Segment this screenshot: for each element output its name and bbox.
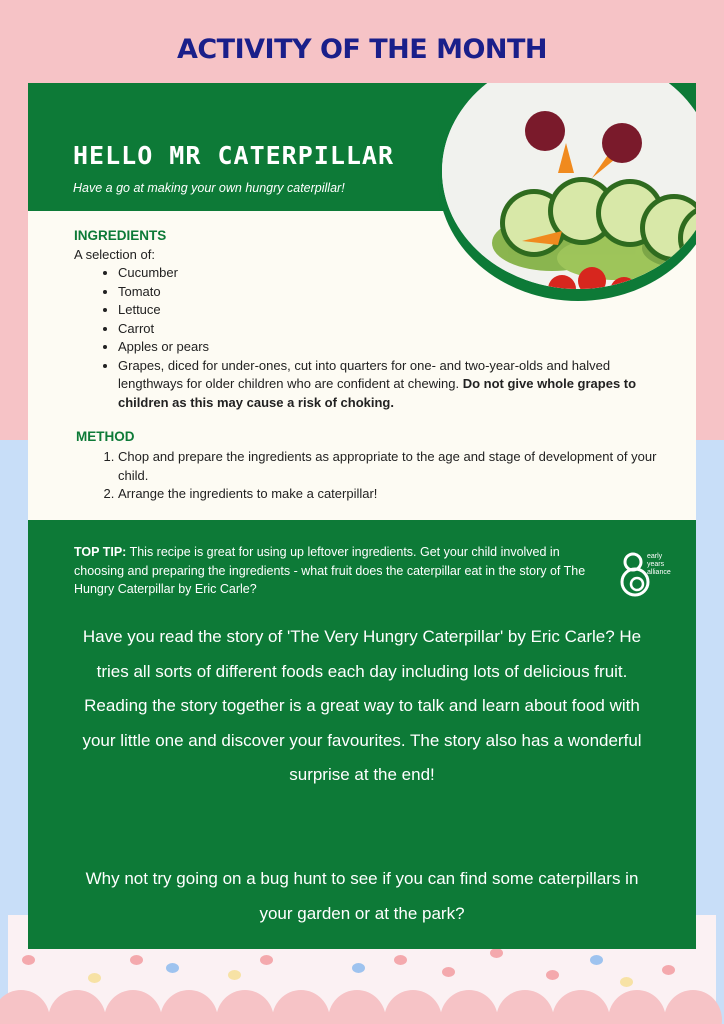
- decor-dot: [166, 963, 179, 973]
- list-item-grapes: [118, 357, 678, 413]
- decor-dot: [662, 965, 675, 975]
- list-item: • Carrot: [118, 320, 678, 339]
- decor-dot: [352, 963, 365, 973]
- story-paragraph: Have you read the story of 'The Very Hungry Caterpillar' by Eric Carle? He tries all sorts of different foods each day including lots of delicious fruit. Reading the story together is a great way to talk and learn about food with your little one and discover your favourites. The story also has a wonderful surprise at the end!: [82, 627, 642, 784]
- method-step: 1. Chop and prepare the ingredients as appropriate to the age and stage of development of your child.: [118, 448, 658, 485]
- logo-text: alliance: [647, 569, 671, 576]
- decor-dot: [260, 955, 273, 965]
- list-item: • Apples or pears: [118, 338, 678, 357]
- ingredients-heading: INGREDIENTS: [74, 228, 167, 243]
- logo-text: years: [647, 561, 665, 568]
- top-tip-text: [74, 543, 594, 599]
- choking-warning: Do not give whole grapes to children as this may cause a risk of choking.: [118, 376, 637, 410]
- story-paragraph: Why not try going on a bug hunt to see if you can find some caterpillars in your garden or at the park?: [85, 869, 639, 923]
- decor-dot: [442, 967, 455, 977]
- method-step: 2. Arrange the ingredients to make a caterpillar!: [118, 485, 658, 504]
- top-tip-label: TOP TIP:: [74, 545, 127, 559]
- scallop-edge: [0, 990, 724, 1024]
- grapes-text: Grapes, diced for under-ones, cut into quarters for one- and two-year-olds and halved lengthways for older children who are confident at chewing.: [118, 357, 611, 391]
- decor-dot: [228, 970, 241, 980]
- list-item: • Cucumber: [118, 264, 678, 283]
- decor-dot: [546, 970, 559, 980]
- decor-dot: [22, 955, 35, 965]
- activity-title: HELLO MR CATERPILLAR: [73, 141, 395, 170]
- activity-card: [28, 83, 696, 520]
- ingredients-list: [100, 264, 678, 412]
- decor-dot: [490, 948, 503, 958]
- early-years-alliance-logo-icon: [613, 548, 673, 606]
- top-tip-body: This recipe is great for using up leftover ingredients. Get your child involved in choosing and preparing the ingredients - what fruit does the caterpillar eat in the story of The Hungry Caterpillar by Eric Carle?: [74, 545, 586, 596]
- logo-text: early: [647, 553, 663, 560]
- decor-dot: [620, 977, 633, 987]
- list-item: • Tomato: [118, 283, 678, 302]
- top-tip-box: [28, 520, 696, 615]
- decor-dot: [394, 955, 407, 965]
- story-box: [28, 615, 696, 949]
- decor-dot: [590, 955, 603, 965]
- method-steps: [100, 448, 658, 504]
- activity-subtitle: Have a go at making your own hungry caterpillar!: [73, 181, 345, 195]
- decor-dot: [130, 955, 143, 965]
- page-title: ACTIVITY OF THE MONTH: [176, 34, 548, 65]
- decor-dot: [88, 973, 101, 983]
- ingredients-intro: A selection of:: [74, 247, 155, 262]
- list-item: • Lettuce: [118, 301, 678, 320]
- method-heading: METHOD: [76, 429, 135, 444]
